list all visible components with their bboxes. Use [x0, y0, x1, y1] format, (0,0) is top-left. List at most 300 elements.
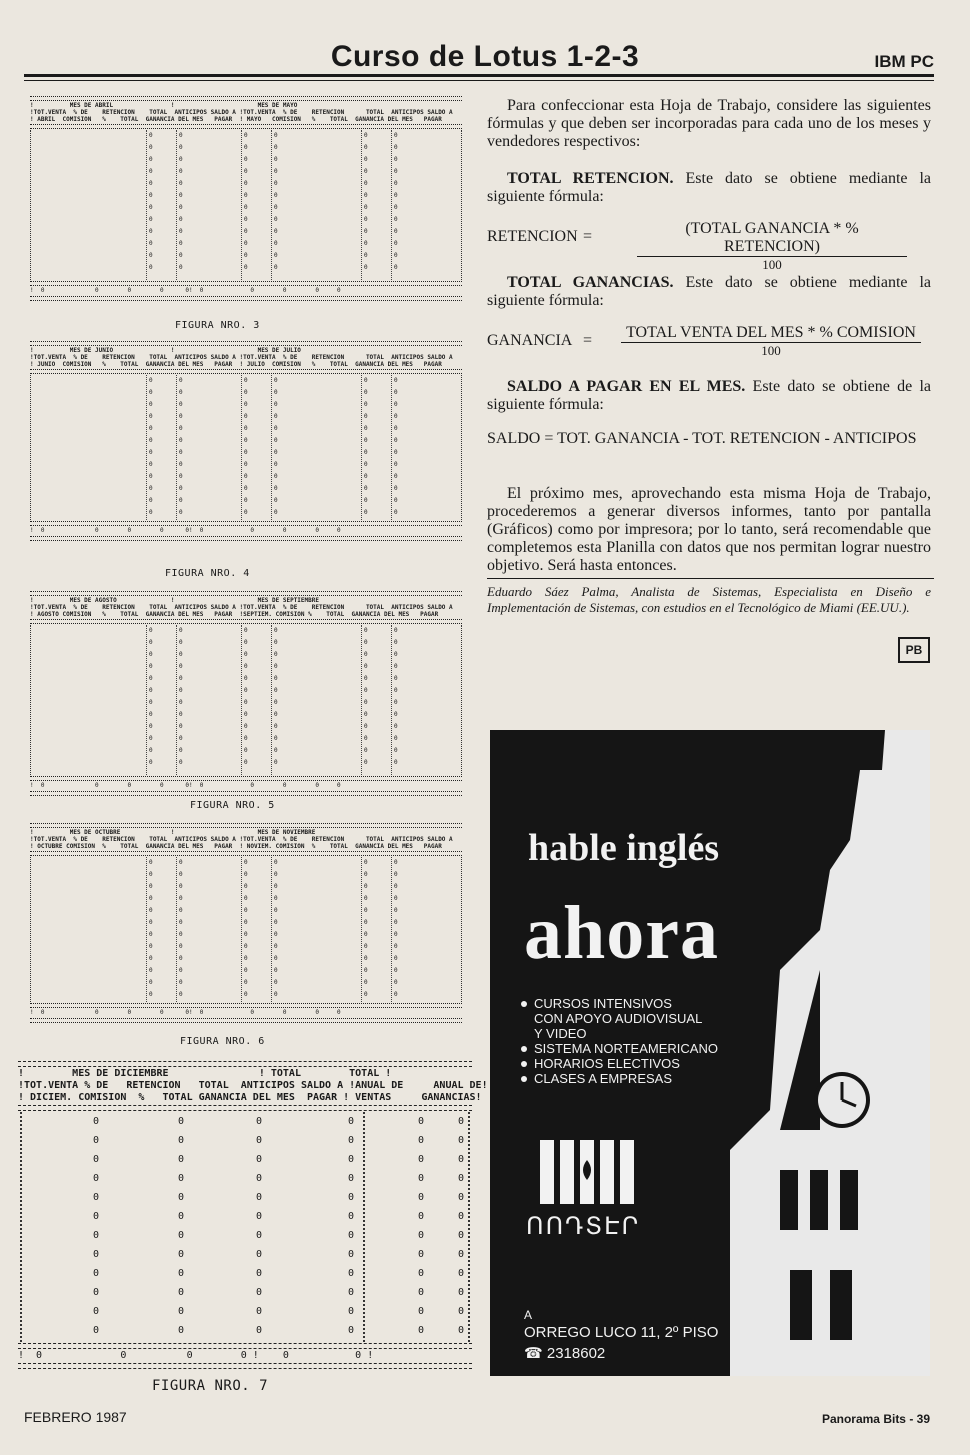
cell-zero: 0: [149, 723, 153, 730]
footer-page-number: Panorama Bits - 39: [821, 1412, 930, 1426]
figure-grid: [30, 857, 462, 1002]
cell-zero: 0: [274, 699, 278, 706]
cell-zero: 0: [93, 1287, 100, 1298]
cell-zero: 0: [348, 1287, 355, 1298]
cell-zero: 0: [394, 735, 398, 742]
cell-zero: 0: [458, 1230, 465, 1241]
cell-zero: 0: [274, 907, 278, 914]
figure-header-row: ! JUNIO COMISION % TOTAL GANANCIA DEL MES PAGAR ! JULIO COMISION % TOTAL GANANCIA DEL MES PAGAR: [30, 361, 442, 368]
cell-zero: 0: [364, 473, 368, 480]
spreadsheet-figure-4: [30, 340, 462, 542]
cell-zero: 0: [179, 144, 183, 151]
cell-zero: 0: [256, 1249, 263, 1260]
cell-zero: 0: [244, 485, 248, 492]
cell-zero: 0: [179, 485, 183, 492]
cell-zero: 0: [179, 747, 183, 754]
cell-zero: 0: [364, 509, 368, 516]
figure-header-row: !TOT.VENTA % DE RETENCION TOTAL ANTICIPOS SALDO A !ANUAL DE ANUAL DE!: [18, 1080, 488, 1091]
cell-zero: 0: [179, 180, 183, 187]
cell-zero: 0: [93, 1192, 100, 1203]
cell-zero: 0: [149, 687, 153, 694]
cell-zero: 0: [93, 1249, 100, 1260]
cell-zero: 0: [274, 240, 278, 247]
cell-zero: 0: [418, 1135, 425, 1146]
cell-zero: 0: [364, 687, 368, 694]
cell-zero: 0: [244, 389, 248, 396]
cell-zero: 0: [179, 639, 183, 646]
cell-zero: 0: [274, 425, 278, 432]
cell-zero: 0: [394, 216, 398, 223]
cell-zero: 0: [418, 1249, 425, 1260]
cell-zero: 0: [274, 967, 278, 974]
cell-zero: 0: [244, 473, 248, 480]
spreadsheet-figure-6: [30, 822, 462, 1024]
cell-zero: 0: [179, 651, 183, 658]
footer-date: FEBRERO 1987: [24, 1409, 127, 1425]
cell-zero: 0: [394, 871, 398, 878]
cell-zero: 0: [394, 687, 398, 694]
cell-zero: 0: [418, 1116, 425, 1127]
cell-zero: 0: [244, 156, 248, 163]
cell-zero: 0: [178, 1135, 185, 1146]
cell-zero: 0: [244, 377, 248, 384]
figure-caption: FIGURA NRO. 5: [190, 800, 275, 811]
cell-zero: 0: [179, 168, 183, 175]
cell-zero: 0: [274, 747, 278, 754]
cell-zero: 0: [394, 651, 398, 658]
cell-zero: 0: [364, 144, 368, 151]
cell-zero: 0: [364, 931, 368, 938]
cell-zero: 0: [244, 859, 248, 866]
cell-zero: 0: [274, 389, 278, 396]
cell-zero: 0: [244, 401, 248, 408]
cell-zero: 0: [149, 931, 153, 938]
cell-zero: 0: [149, 425, 153, 432]
cell-zero: 0: [364, 895, 368, 902]
cell-zero: 0: [364, 859, 368, 866]
cell-zero: 0: [394, 377, 398, 384]
cell-zero: 0: [394, 723, 398, 730]
cell-zero: 0: [179, 437, 183, 444]
ad-address: ORREGO LUCO 11, 2º PISO: [524, 1324, 719, 1341]
cell-zero: 0: [364, 180, 368, 187]
cell-zero: 0: [179, 883, 183, 890]
cell-zero: 0: [149, 180, 153, 187]
cell-zero: 0: [458, 1135, 465, 1146]
cell-zero: 0: [274, 871, 278, 878]
cell-zero: 0: [394, 240, 398, 247]
cell-zero: 0: [348, 1230, 355, 1241]
cell-zero: 0: [178, 1192, 185, 1203]
cell-zero: 0: [244, 979, 248, 986]
cell-zero: 0: [244, 461, 248, 468]
cell-zero: 0: [348, 1116, 355, 1127]
cell-zero: 0: [274, 759, 278, 766]
cell-zero: 0: [274, 401, 278, 408]
figure-header-row: ! MES DE AGOSTO ! MES DE SEPTIEMBRE: [30, 597, 319, 604]
author-byline: Eduardo Sáez Palma, Analista de Sistemas, Especialista en Diseño e Implementación de Sistemas, con estudios en el Tecnológico de Miami (EE.UU.).: [487, 584, 931, 615]
cell-zero: 0: [364, 156, 368, 163]
cell-zero: 0: [274, 639, 278, 646]
closing-paragraph: [487, 485, 931, 575]
cell-zero: 0: [149, 192, 153, 199]
cell-zero: 0: [179, 216, 183, 223]
figure-total-row: ! 0 0 0 0 0! 0 0 0 0 0: [30, 287, 341, 294]
cell-zero: 0: [364, 991, 368, 998]
cell-zero: 0: [418, 1230, 425, 1241]
saldo-formula-text: SALDO = TOT. GANANCIA - TOT. RETENCION - ANTICIPOS: [487, 430, 917, 447]
cell-zero: 0: [179, 240, 183, 247]
ad-feature-item: Y VIDEO: [534, 1026, 587, 1041]
cell-zero: 0: [244, 509, 248, 516]
ad-phone: ☎ 2318602: [524, 1345, 606, 1362]
cell-zero: 0: [256, 1230, 263, 1241]
cell-zero: 0: [394, 156, 398, 163]
cell-zero: 0: [364, 192, 368, 199]
cell-zero: 0: [93, 1211, 100, 1222]
intro-text: Para confeccionar esta Hoja de Trabajo, considere las siguientes fórmulas y que deben ser incorporadas para cada uno de los meses y vendedores respectivos:: [487, 97, 931, 150]
cell-zero: 0: [93, 1154, 100, 1165]
cell-zero: 0: [274, 180, 278, 187]
formula-numerator: (TOTAL GANANCIA * % RETENCION): [637, 220, 907, 257]
cell-zero: 0: [149, 413, 153, 420]
cell-zero: 0: [256, 1154, 263, 1165]
cell-zero: 0: [394, 919, 398, 926]
cell-zero: 0: [179, 735, 183, 742]
cell-zero: 0: [149, 907, 153, 914]
cell-zero: 0: [348, 1249, 355, 1260]
figure-header-row: ! AGOSTO COMISION % TOTAL GANANCIA DEL MES PAGAR !SEPTIEM. COMISION % TOTAL GANANCIA DEL MES PAGAR: [30, 611, 439, 618]
cell-zero: 0: [418, 1173, 425, 1184]
formula-lhs: GANANCIA: [487, 332, 573, 349]
cell-zero: 0: [179, 401, 183, 408]
cell-zero: 0: [274, 473, 278, 480]
figure-caption: FIGURA NRO. 3: [175, 320, 260, 331]
saldo-formula: [487, 430, 931, 448]
ad-brand-name: ՈՈԴՏԷՐ: [526, 1212, 641, 1240]
cell-zero: 0: [179, 759, 183, 766]
figure-total-row: ! 0 0 0 0 0! 0 0 0 0 0: [30, 1009, 341, 1016]
cell-zero: 0: [274, 204, 278, 211]
cell-zero: 0: [179, 264, 183, 271]
cell-zero: 0: [394, 663, 398, 670]
cell-zero: 0: [179, 943, 183, 950]
cell-zero: 0: [179, 979, 183, 986]
cell-zero: 0: [179, 907, 183, 914]
cell-zero: 0: [244, 967, 248, 974]
cell-zero: 0: [256, 1306, 263, 1317]
cell-zero: 0: [179, 895, 183, 902]
cell-zero: 0: [149, 651, 153, 658]
cell-zero: 0: [244, 425, 248, 432]
advertisement: [490, 730, 930, 1376]
cell-zero: 0: [244, 252, 248, 259]
cell-zero: 0: [394, 192, 398, 199]
cell-zero: 0: [179, 228, 183, 235]
cell-zero: 0: [149, 216, 153, 223]
cell-zero: 0: [178, 1268, 185, 1279]
cell-zero: 0: [179, 723, 183, 730]
cell-zero: 0: [149, 735, 153, 742]
cell-zero: 0: [348, 1306, 355, 1317]
ad-feature-item: CURSOS INTENSIVOS: [520, 996, 718, 1011]
cell-zero: 0: [179, 473, 183, 480]
cell-zero: 0: [93, 1173, 100, 1184]
cell-zero: 0: [418, 1154, 425, 1165]
cell-zero: 0: [149, 168, 153, 175]
cell-zero: 0: [394, 943, 398, 950]
cell-zero: 0: [179, 413, 183, 420]
cell-zero: 0: [256, 1325, 263, 1336]
cell-zero: 0: [256, 1116, 263, 1127]
cell-zero: 0: [149, 437, 153, 444]
cell-zero: 0: [244, 895, 248, 902]
cell-zero: 0: [244, 192, 248, 199]
cell-zero: 0: [364, 907, 368, 914]
cell-zero: 0: [348, 1192, 355, 1203]
cell-zero: 0: [179, 252, 183, 259]
cell-zero: 0: [274, 651, 278, 658]
cell-zero: 0: [178, 1230, 185, 1241]
cell-zero: 0: [244, 449, 248, 456]
cell-zero: 0: [364, 663, 368, 670]
cell-zero: 0: [458, 1192, 465, 1203]
cell-zero: 0: [364, 449, 368, 456]
cell-zero: 0: [274, 156, 278, 163]
figure-header-row: ! MES DE JUNIO ! MES DE JULIO: [30, 347, 301, 354]
cell-zero: 0: [418, 1268, 425, 1279]
cell-zero: 0: [394, 473, 398, 480]
cell-zero: 0: [364, 204, 368, 211]
cell-zero: 0: [364, 413, 368, 420]
cell-zero: 0: [348, 1325, 355, 1336]
cell-zero: 0: [256, 1173, 263, 1184]
cell-zero: 0: [394, 437, 398, 444]
cell-zero: 0: [178, 1325, 185, 1336]
cell-zero: 0: [179, 204, 183, 211]
cell-zero: 0: [244, 711, 248, 718]
cell-zero: 0: [93, 1325, 100, 1336]
cell-zero: 0: [394, 883, 398, 890]
cell-zero: 0: [274, 955, 278, 962]
closing-text: El próximo mes, aprovechando esta misma Hoja de Trabajo, procederemos a generar diversos informes, tanto por pantalla (Gráficos) como por impresora; por lo tanto, será recomendable que completemos esta Planilla con datos que nos permitan lograr nuestro objetivo. Será hasta entonces.: [487, 485, 931, 574]
cell-zero: 0: [244, 919, 248, 926]
cell-zero: 0: [274, 919, 278, 926]
pb-end-mark: PB: [898, 637, 930, 663]
formula-denominator: 100: [762, 257, 782, 272]
cell-zero: 0: [244, 991, 248, 998]
cell-zero: 0: [418, 1306, 425, 1317]
cell-zero: 0: [364, 943, 368, 950]
figure-total-row: ! 0 0 0 0 0! 0 0 0 0 0: [30, 527, 341, 534]
cell-zero: 0: [178, 1306, 185, 1317]
cell-zero: 0: [179, 389, 183, 396]
cell-zero: 0: [364, 437, 368, 444]
saldo-paragraph: [487, 378, 931, 414]
cell-zero: 0: [418, 1211, 425, 1222]
cell-zero: 0: [458, 1116, 465, 1127]
cell-zero: 0: [274, 168, 278, 175]
spreadsheet-figure-3: [30, 95, 462, 302]
cell-zero: 0: [149, 991, 153, 998]
cell-zero: 0: [394, 979, 398, 986]
cell-zero: 0: [149, 663, 153, 670]
figure-header-row: ! MES DE OCTUBRE ! MES DE NOVIEMBRE: [30, 829, 316, 836]
cell-zero: 0: [244, 871, 248, 878]
cell-zero: 0: [458, 1211, 465, 1222]
cell-zero: 0: [179, 663, 183, 670]
cell-zero: 0: [244, 264, 248, 271]
cell-zero: 0: [179, 627, 183, 634]
cell-zero: 0: [149, 509, 153, 516]
figure-total-row: ! 0 0 0 0 ! 0 0 !: [18, 1350, 374, 1361]
cell-zero: 0: [274, 509, 278, 516]
cell-zero: 0: [394, 895, 398, 902]
ad-feature-item: SISTEMA NORTEAMERICANO: [520, 1041, 718, 1056]
spreadsheet-figure-5: [30, 590, 462, 797]
cell-zero: 0: [244, 955, 248, 962]
cell-zero: 0: [179, 449, 183, 456]
cell-zero: 0: [394, 627, 398, 634]
cell-zero: 0: [179, 377, 183, 384]
ganancias-text: Este dato se obtiene mediante la siguiente fórmula:: [487, 274, 932, 309]
cell-zero: 0: [178, 1249, 185, 1260]
cell-zero: 0: [418, 1325, 425, 1336]
cell-zero: 0: [149, 979, 153, 986]
cell-zero: 0: [244, 699, 248, 706]
cell-zero: 0: [394, 228, 398, 235]
cell-zero: 0: [274, 252, 278, 259]
cell-zero: 0: [178, 1173, 185, 1184]
cell-zero: 0: [364, 228, 368, 235]
cell-zero: 0: [149, 883, 153, 890]
cell-zero: 0: [394, 967, 398, 974]
cell-zero: 0: [244, 168, 248, 175]
cell-zero: 0: [364, 759, 368, 766]
cell-zero: 0: [244, 497, 248, 504]
figure-header-row: ! ABRIL COMISION % TOTAL GANANCIA DEL MES PAGAR ! MAYO COMISION % TOTAL GANANCIA DEL MES PAGAR: [30, 116, 442, 123]
cell-zero: 0: [394, 955, 398, 962]
saldo-heading: SALDO A PAGAR EN EL MES.: [507, 378, 746, 395]
cell-zero: 0: [149, 240, 153, 247]
section-label: IBM PC: [874, 52, 934, 71]
cell-zero: 0: [244, 639, 248, 646]
cell-zero: 0: [244, 687, 248, 694]
figure-header-row: ! DICIEM. COMISION % TOTAL GANANCIA DEL MES PAGAR ! VENTAS GANANCIAS!: [18, 1092, 482, 1103]
cell-zero: 0: [244, 132, 248, 139]
cell-zero: 0: [364, 919, 368, 926]
cell-zero: 0: [364, 699, 368, 706]
cell-zero: 0: [364, 401, 368, 408]
cell-zero: 0: [149, 156, 153, 163]
cell-zero: 0: [364, 252, 368, 259]
formula-denominator: 100: [761, 343, 781, 358]
cell-zero: 0: [274, 377, 278, 384]
cell-zero: 0: [179, 871, 183, 878]
cell-zero: 0: [149, 747, 153, 754]
cell-zero: 0: [364, 967, 368, 974]
cell-zero: 0: [149, 461, 153, 468]
cell-zero: 0: [179, 931, 183, 938]
ad-feature-item: CLASES A EMPRESAS: [520, 1071, 718, 1086]
cell-zero: 0: [244, 723, 248, 730]
cell-zero: 0: [244, 943, 248, 950]
cell-zero: 0: [394, 497, 398, 504]
cell-zero: 0: [348, 1211, 355, 1222]
formula-equals: =: [583, 332, 593, 349]
cell-zero: 0: [178, 1211, 185, 1222]
cell-zero: 0: [149, 252, 153, 259]
cell-zero: 0: [394, 759, 398, 766]
cell-zero: 0: [348, 1135, 355, 1146]
figure-total-row: ! 0 0 0 0 0! 0 0 0 0 0: [30, 782, 341, 789]
cell-zero: 0: [348, 1154, 355, 1165]
cell-zero: 0: [256, 1211, 263, 1222]
cell-zero: 0: [394, 509, 398, 516]
cell-zero: 0: [179, 991, 183, 998]
cell-zero: 0: [458, 1268, 465, 1279]
cell-zero: 0: [179, 859, 183, 866]
cell-zero: 0: [149, 485, 153, 492]
cell-zero: 0: [364, 711, 368, 718]
cell-zero: 0: [244, 627, 248, 634]
figure-header-row: ! MES DE DICIEMBRE ! TOTAL TOTAL !: [18, 1068, 392, 1079]
cell-zero: 0: [458, 1306, 465, 1317]
cell-zero: 0: [274, 687, 278, 694]
cell-zero: 0: [274, 711, 278, 718]
formula-fraction: [621, 324, 921, 359]
cell-zero: 0: [179, 497, 183, 504]
header-rule: [24, 74, 934, 77]
cell-zero: 0: [244, 180, 248, 187]
cell-zero: 0: [149, 497, 153, 504]
cell-zero: 0: [149, 919, 153, 926]
cell-zero: 0: [274, 485, 278, 492]
cell-zero: 0: [179, 425, 183, 432]
figure-caption: FIGURA NRO. 6: [180, 1036, 265, 1047]
cell-zero: 0: [274, 883, 278, 890]
cell-zero: 0: [364, 723, 368, 730]
cell-zero: 0: [149, 639, 153, 646]
cell-zero: 0: [244, 228, 248, 235]
cell-zero: 0: [394, 180, 398, 187]
cell-zero: 0: [274, 991, 278, 998]
cell-zero: 0: [274, 723, 278, 730]
cell-zero: 0: [244, 204, 248, 211]
retencion-paragraph: [487, 170, 931, 206]
cell-zero: 0: [418, 1287, 425, 1298]
figure-caption: FIGURA NRO. 7: [152, 1378, 269, 1394]
cell-zero: 0: [364, 497, 368, 504]
cell-zero: 0: [179, 699, 183, 706]
cell-zero: 0: [364, 955, 368, 962]
cell-zero: 0: [274, 663, 278, 670]
spreadsheet-figure-7: [18, 1060, 488, 1370]
cell-zero: 0: [274, 943, 278, 950]
cell-zero: 0: [394, 132, 398, 139]
cell-zero: 0: [149, 473, 153, 480]
ad-feature-item: CON APOYO AUDIOVISUAL: [534, 1011, 703, 1026]
cell-zero: 0: [394, 485, 398, 492]
cell-zero: 0: [364, 264, 368, 271]
figure-grid: [18, 1112, 472, 1342]
cell-zero: 0: [364, 377, 368, 384]
cell-zero: 0: [149, 389, 153, 396]
cell-zero: 0: [179, 156, 183, 163]
cell-zero: 0: [178, 1116, 185, 1127]
cell-zero: 0: [244, 907, 248, 914]
cell-zero: 0: [394, 168, 398, 175]
